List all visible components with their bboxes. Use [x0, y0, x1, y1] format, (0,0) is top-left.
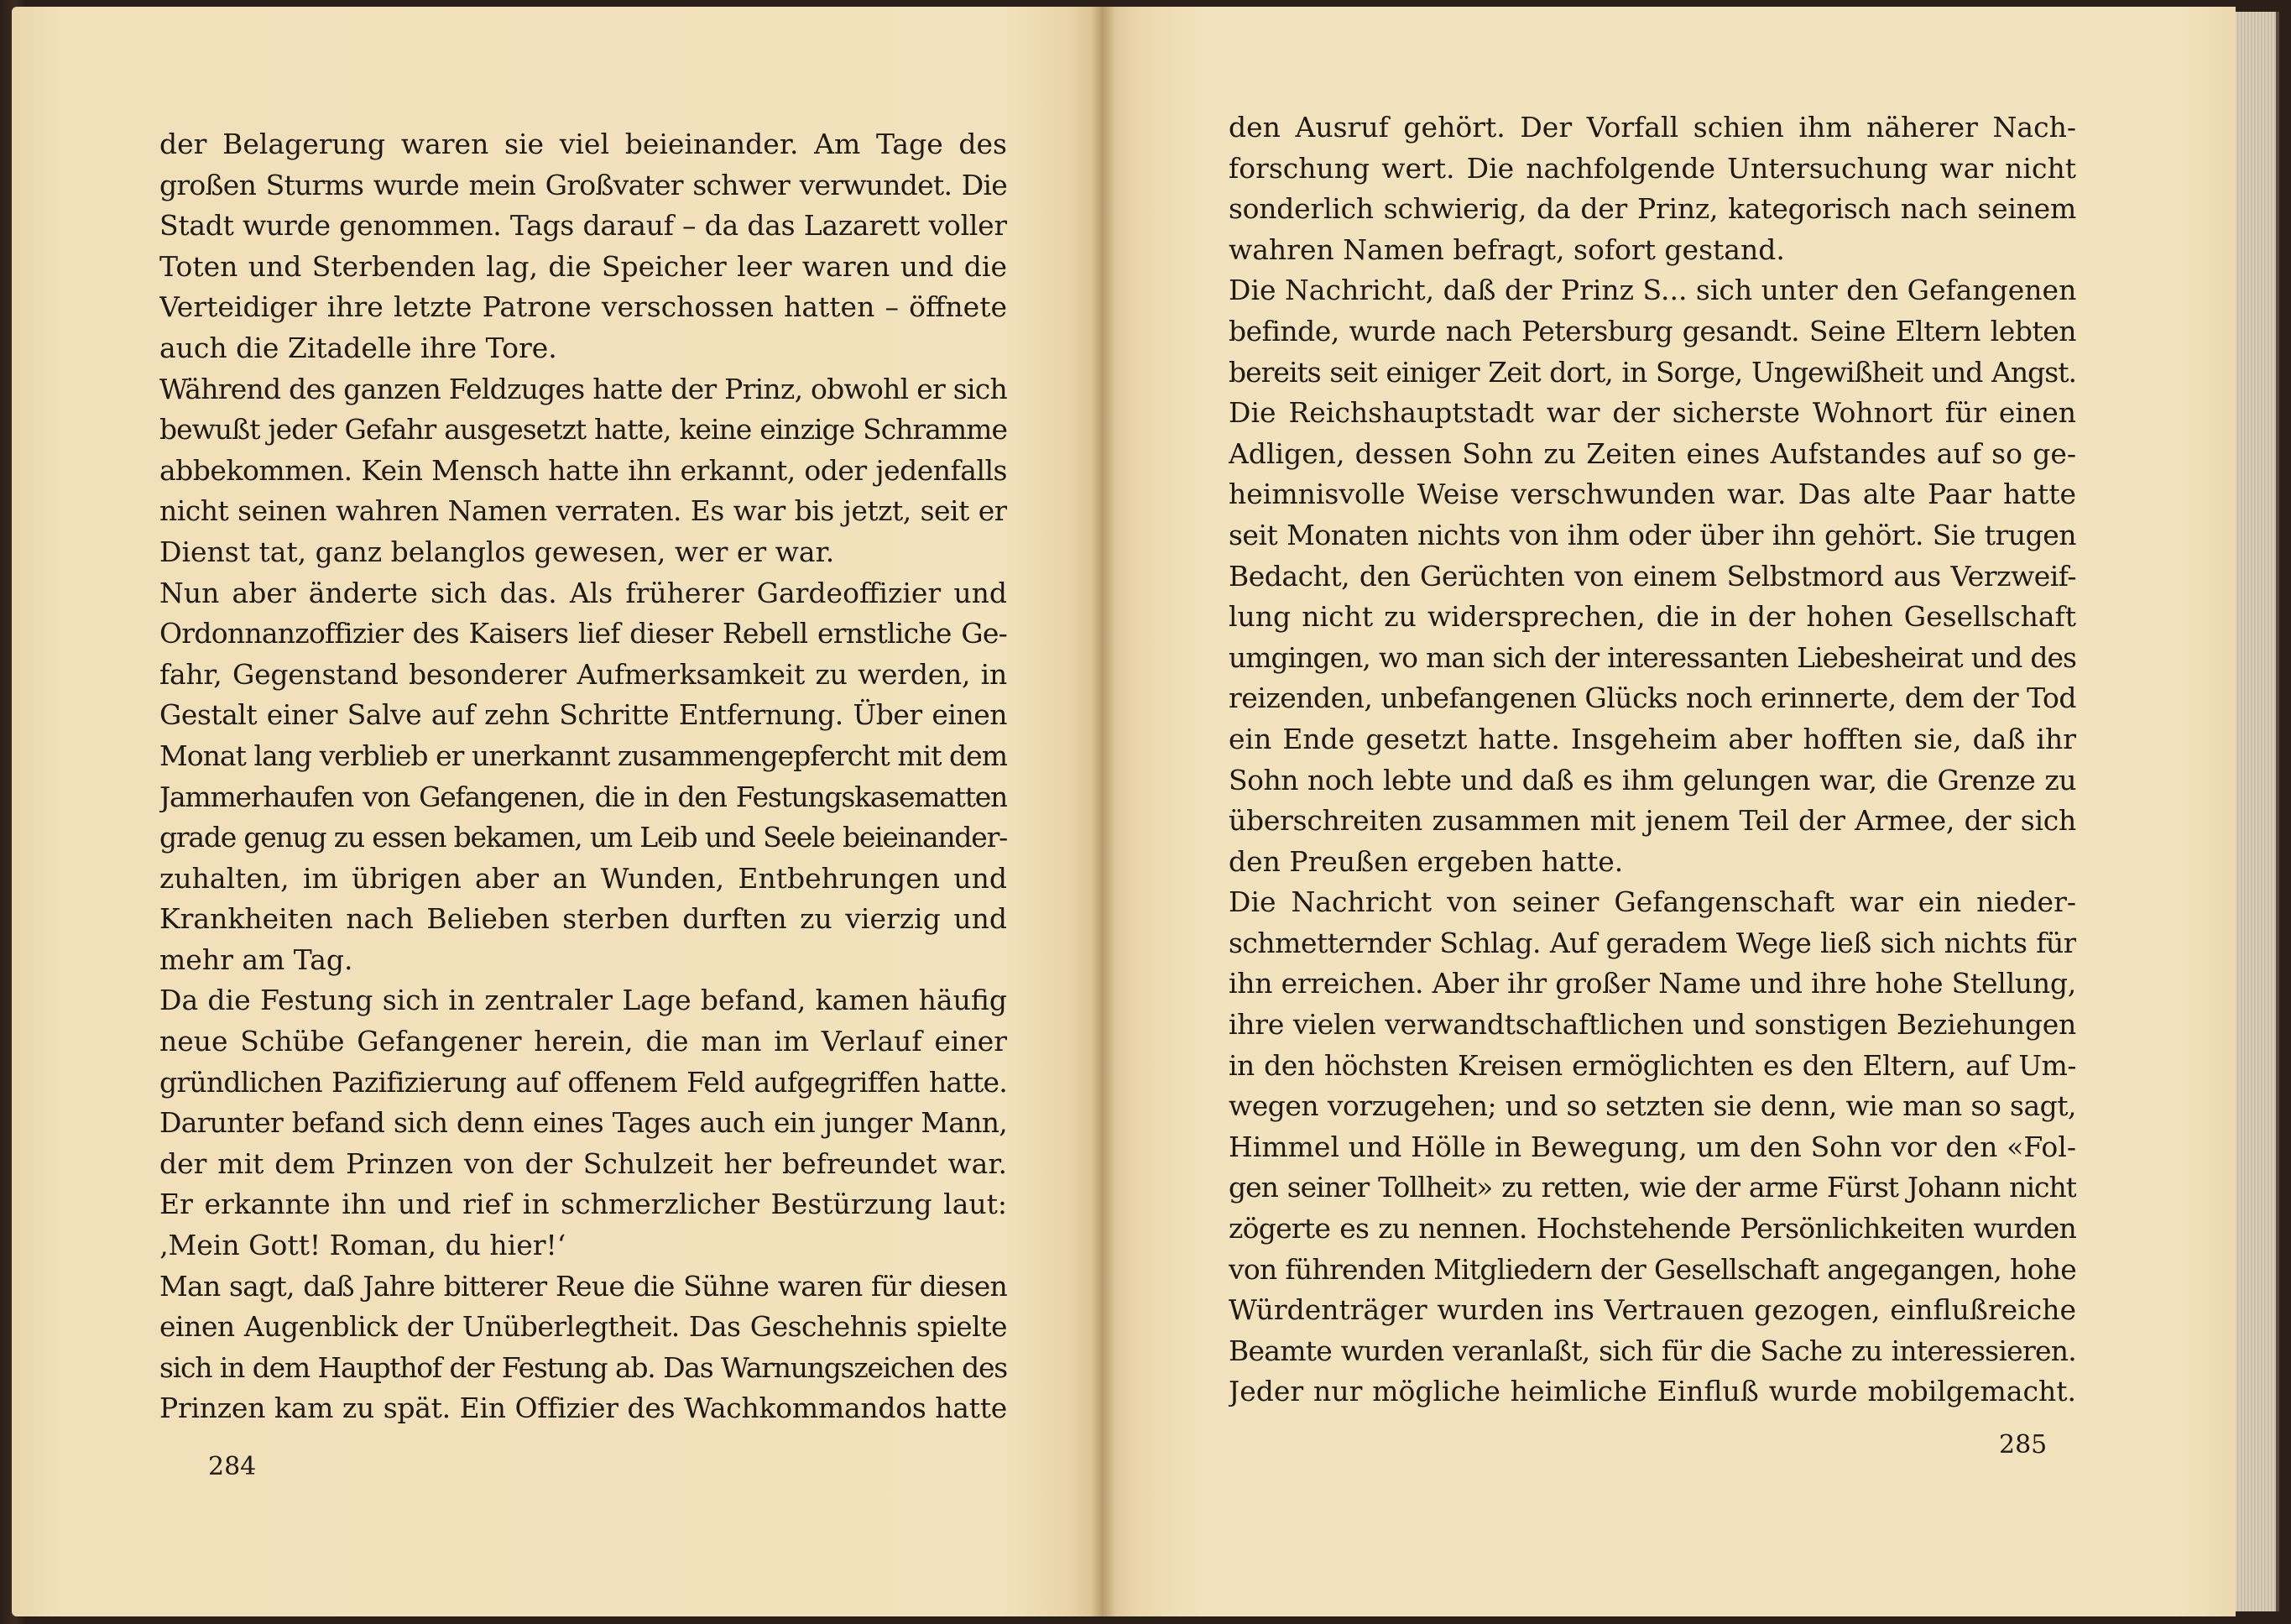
- text-line: wegen vorzugehen; und so setzten sie denn, wie man so sagt,: [1229, 1089, 2076, 1123]
- right-page-text: [1229, 107, 2076, 1413]
- text-line: Nun aber änderte sich das. Als früherer Gardeoffizier und: [159, 576, 1007, 609]
- page-number-left: 284: [208, 1452, 257, 1481]
- text-line: gen seiner Tollheit» zu retten, wie der arme Fürst Johann nicht: [1229, 1171, 2076, 1204]
- text-line: Würdenträger wurden ins Vertrauen gezogen, einflußreiche: [1229, 1293, 2076, 1327]
- text-line: Gestalt einer Salve auf zehn Schritte Entfernung. Über einen: [159, 698, 1007, 732]
- text-line: ein Ende gesetzt hatte. Insgeheim aber hofften sie, daß ihr: [1229, 722, 2076, 755]
- text-line: ihre vielen verwandtschaftlichen und sonstigen Beziehungen: [1229, 1008, 2076, 1042]
- text-line: Da die Festung sich in zentraler Lage befand, kamen häufig: [159, 984, 1007, 1017]
- text-line: Prinzen kam zu spät. Ein Offizier des Wachkommandos hatte: [159, 1392, 1007, 1425]
- text-line: Darunter befand sich denn eines Tages auch ein junger Mann,: [159, 1106, 1007, 1140]
- text-line: forschung wert. Die nachfolgende Untersuchung war nicht: [1229, 151, 2076, 185]
- text-line: befinde, wurde nach Petersburg gesandt. Seine Eltern lebten: [1229, 314, 2076, 347]
- text-line: Verteidiger ihre letzte Patrone verschossen hatten – öffnete: [159, 290, 1007, 324]
- text-line: schmetternder Schlag. Auf geradem Wege ließ sich nichts für: [1229, 926, 2076, 959]
- text-line: reizenden, unbefangenen Glücks noch erinnerte, dem der Tod: [1229, 681, 2076, 715]
- text-line: Man sagt, daß Jahre bitterer Reue die Sühne waren für diesen: [159, 1269, 1007, 1303]
- book-gutter: [1091, 7, 1116, 1616]
- text-line: Die Nachricht von seiner Gefangenschaft war ein nieder-: [1229, 885, 2076, 919]
- text-line: Himmel und Hölle in Bewegung, um den Sohn vor den «Fol-: [1229, 1130, 2076, 1163]
- text-line: großen Sturms wurde mein Großvater schwer verwundet. Die: [159, 168, 1007, 201]
- page-edges: [2236, 12, 2279, 1611]
- text-line: sich in dem Haupthof der Festung ab. Das Warnungszeichen des: [159, 1350, 1007, 1384]
- text-line: ‚Mein Gott! Roman, du hier!‘: [159, 1229, 566, 1262]
- text-line: zuhalten, im übrigen aber an Wunden, Entbehrungen und: [159, 861, 1007, 895]
- text-line: Sohn noch lebte und daß es ihm gelungen war, die Grenze zu: [1229, 763, 2076, 796]
- text-line: Monat lang verblieb er unerkannt zusammengepfercht mit dem: [159, 739, 1007, 772]
- text-line: Die Reichshauptstadt war der sicherste Wohnort für einen: [1229, 396, 2076, 430]
- text-line: Bedacht, den Gerüchten von einem Selbstmord aus Verzweif-: [1229, 559, 2076, 593]
- text-line: lung nicht zu widersprechen, die in der hohen Gesellschaft: [1229, 600, 2076, 634]
- text-line: ihn erreichen. Aber ihr großer Name und ihre hohe Stellung,: [1229, 967, 2076, 1000]
- text-line: Beamte wurden veranlaßt, sich für die Sache zu interessieren.: [1229, 1334, 2076, 1367]
- text-line: Er erkannte ihn und rief in schmerzlicher Bestürzung laut:: [159, 1188, 1007, 1221]
- text-line: von führenden Mitgliedern der Gesellschaft angegangen, hohe: [1229, 1252, 2076, 1286]
- text-line: überschreiten zusammen mit jenem Teil der Armee, der sich: [1229, 804, 2076, 838]
- text-line: fahr, Gegenstand besonderer Aufmerksamkeit zu werden, in: [159, 657, 1007, 691]
- text-line: Adligen, dessen Sohn zu Zeiten eines Aufstandes auf so ge-: [1229, 436, 2076, 470]
- text-line: Dienst tat, ganz belanglos gewesen, wer er war.: [159, 535, 835, 568]
- text-line: der mit dem Prinzen von der Schulzeit her befreundet war.: [159, 1146, 1007, 1180]
- text-line: Stadt wurde genommen. Tags darauf – da das Lazarett voller: [159, 209, 1007, 243]
- text-line: sonderlich schwierig, da der Prinz, kategorisch nach seinem: [1229, 192, 2076, 226]
- text-line: zögerte es zu nennen. Hochstehende Persönlichkeiten wurden: [1229, 1212, 2076, 1245]
- text-line: grade genug zu essen bekamen, um Leib und Seele beieinander-: [159, 821, 1007, 854]
- text-line: neue Schübe Gefangener herein, die man im Verlauf einer: [159, 1025, 1007, 1058]
- text-line: Während des ganzen Feldzuges hatte der Prinz, obwohl er sich: [159, 372, 1007, 405]
- text-line: der Belagerung waren sie viel beieinander. Am Tage des: [159, 128, 1007, 160]
- text-line: bereits seit einiger Zeit dort, in Sorge, Ungewißheit und Angst.: [1229, 355, 2076, 389]
- text-line: wahren Namen befragt, sofort gestand.: [1229, 232, 1785, 266]
- text-line: seit Monaten nichts von ihm oder über ihn gehört. Sie trugen: [1229, 518, 2076, 551]
- text-line: heimnisvolle Weise verschwunden war. Das alte Paar hatte: [1229, 478, 2076, 511]
- text-line: auch die Zitadelle ihre Tore.: [159, 331, 557, 364]
- text-line: gründlichen Pazifizierung auf offenem Feld aufgegriffen hatte.: [159, 1065, 1007, 1099]
- text-line: Die Nachricht, daß der Prinz S... sich unter den Gefangenen: [1229, 274, 2076, 307]
- text-line: den Preußen ergeben hatte.: [1229, 844, 1624, 878]
- text-line: mehr am Tag.: [159, 943, 353, 976]
- page-number-right: 285: [1999, 1430, 2048, 1460]
- text-line: den Ausruf gehört. Der Vorfall schien ihm näherer Nach-: [1229, 111, 2076, 144]
- text-line: einen Augenblick der Unüberlegtheit. Das Geschehnis spielte: [159, 1310, 1007, 1344]
- text-line: Jammerhaufen von Gefangenen, die in den Festungskasematten: [159, 780, 1007, 813]
- text-line: Ordonnanzoffizier des Kaisers lief dieser Rebell ernstliche Ge-: [159, 617, 1007, 650]
- text-line: nicht seinen wahren Namen verraten. Es war bis jetzt, seit er: [159, 494, 1007, 528]
- text-line: Krankheiten nach Belieben sterben durften zu vierzig und: [159, 902, 1007, 936]
- text-line: bewußt jeder Gefahr ausgesetzt hatte, keine einzige Schramme: [159, 413, 1007, 446]
- text-line: abbekommen. Kein Mensch hatte ihn erkannt, oder jedenfalls: [159, 453, 1007, 487]
- left-page-text: [159, 124, 1007, 1429]
- text-line: umgingen, wo man sich der interessanten Liebesheirat und des: [1229, 640, 2076, 674]
- text-line: Jeder nur mögliche heimliche Einfluß wurde mobilgemacht.: [1229, 1375, 2076, 1408]
- text-line: Toten und Sterbenden lag, die Speicher leer waren und die: [159, 249, 1007, 283]
- text-line: in den höchsten Kreisen ermöglichten es den Eltern, auf Um-: [1229, 1048, 2076, 1082]
